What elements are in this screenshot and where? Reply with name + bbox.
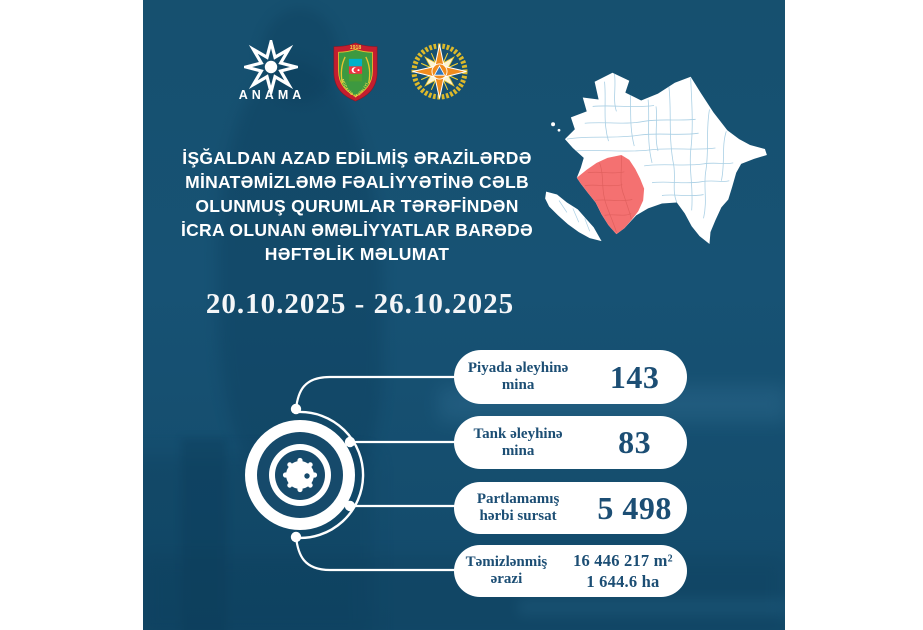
stat-pill-unexploded-ordnance xyxy=(454,482,687,534)
stat-value: 16 446 217 m² 1 644.6 ha xyxy=(573,551,673,591)
title-line: MİNATƏMİZLƏMƏ FƏALİYYƏTİNƏ CƏLB xyxy=(185,172,529,192)
node-dot xyxy=(291,404,301,414)
mod-emblem-year: 1918 xyxy=(349,44,362,51)
stat-value: 83 xyxy=(618,424,652,460)
stat-pill-cleared-area xyxy=(454,545,687,597)
mine-target-diagram xyxy=(143,0,785,630)
infographic-panel xyxy=(143,0,785,630)
title-line: İŞĞALDAN AZAD EDİLMİŞ ƏRAZİLƏRDƏ xyxy=(182,148,532,168)
stat-label: Təmizlənmiş ərazi xyxy=(465,554,548,587)
mod-emblem-motto-text: MÜDAFİƏ NAZİRLİYİ xyxy=(340,78,370,99)
stat-value: 143 xyxy=(609,358,660,395)
anama-logo-label: ANAMA xyxy=(238,88,306,102)
title-line: HƏFTƏLİK MƏLUMAT xyxy=(264,244,450,264)
stat-label: Piyada əleyhinə mina xyxy=(467,360,569,393)
stat-label: Partlamamış hərbi sursat xyxy=(476,491,560,524)
stat-pill-anti-tank-mines xyxy=(454,416,687,469)
stat-label: Tank əleyhinə mina xyxy=(473,425,563,459)
node-dot xyxy=(291,532,301,542)
stat-pill-anti-personnel-mines xyxy=(454,350,687,404)
stat-value: 5 498 xyxy=(597,489,672,526)
title-line: OLUNMUŞ QURUMLAR TƏRƏFİNDƏN xyxy=(195,196,519,216)
landmine-icon xyxy=(283,458,317,492)
date-range: 20.10.2025 - 26.10.2025 xyxy=(205,288,515,320)
title-line: İCRA OLUNAN ƏMƏLİYYATLAR BARƏDƏ xyxy=(180,220,534,240)
